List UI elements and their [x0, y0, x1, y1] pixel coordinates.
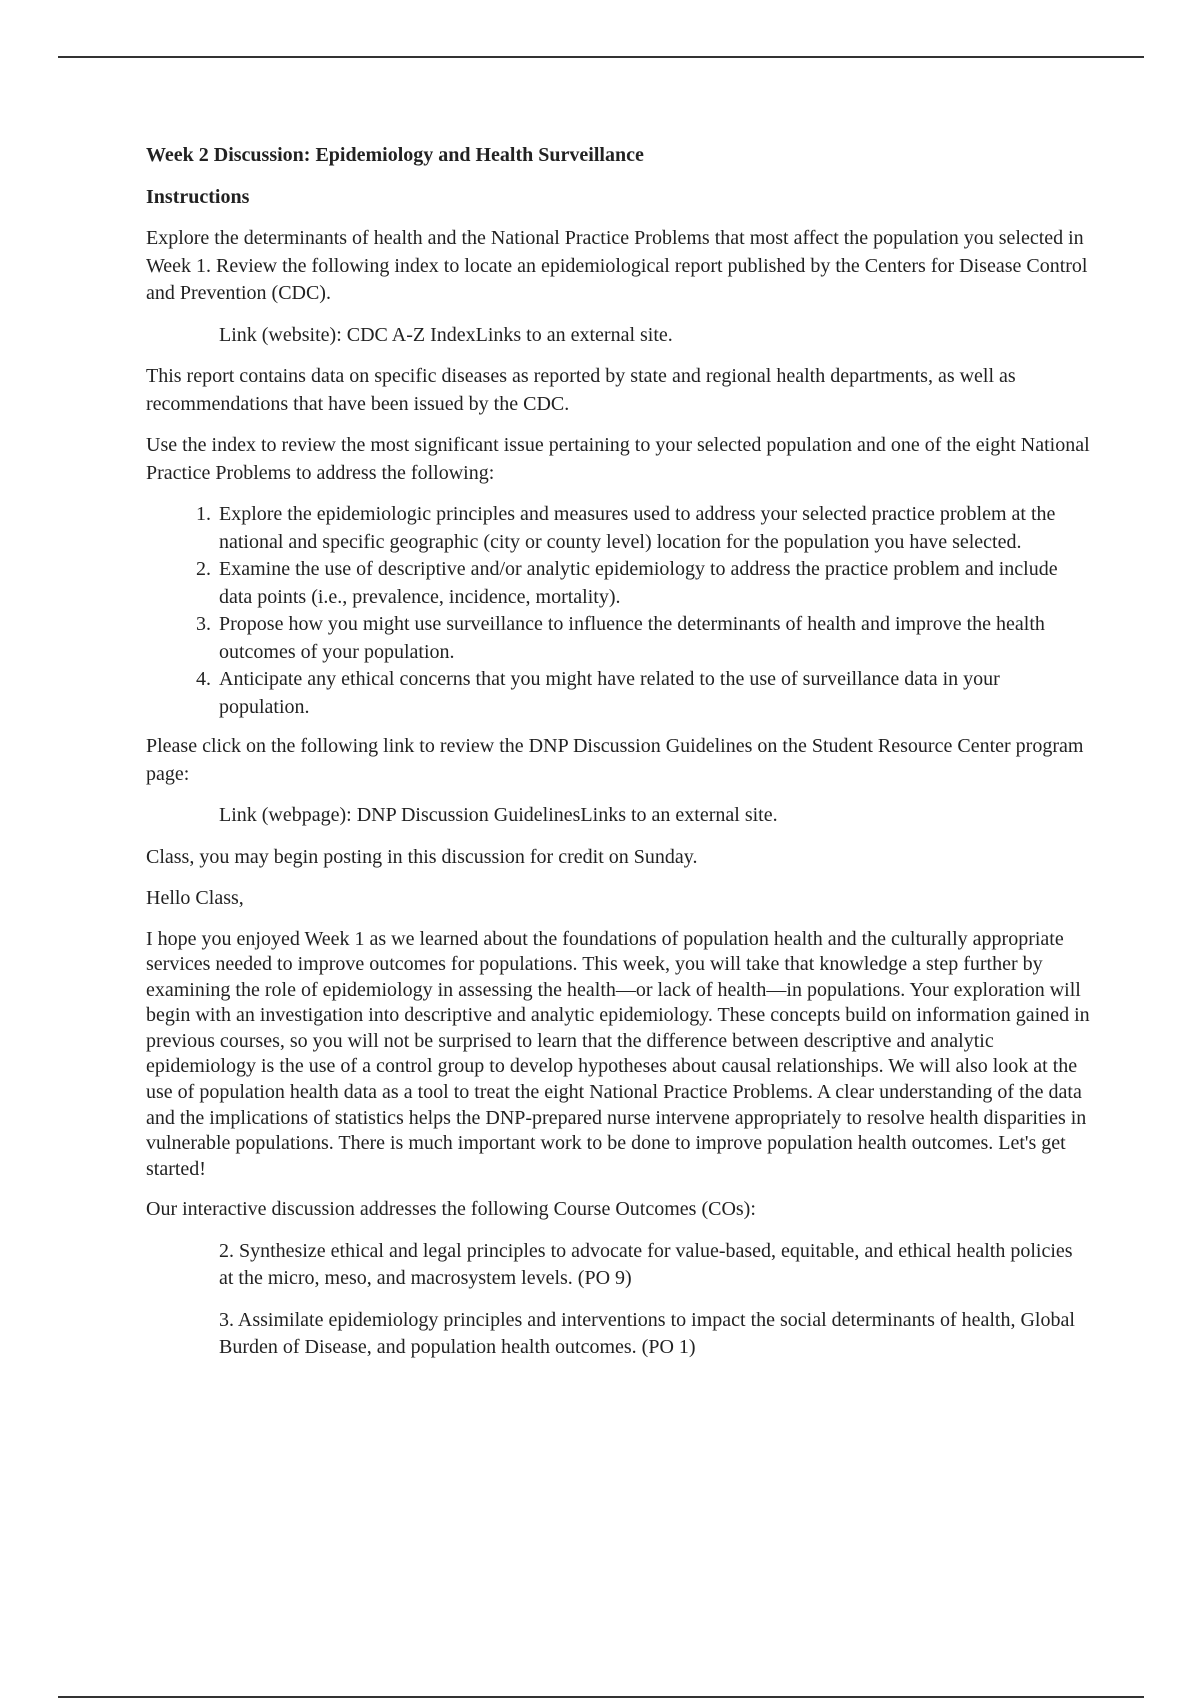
document-title: Week 2 Discussion: Epidemiology and Health Surveillance	[146, 144, 644, 166]
course-outcome-3: 3. Assimilate epidemiology principles and interventions to impact the social determinants of health, Global Burden of Disease, and population health outcomes. (PO 1)	[219, 1308, 1075, 1359]
top-rule	[58, 56, 1144, 58]
document-body	[146, 142, 1091, 1376]
list-item-text: Explore the epidemiologic principles and measures used to address your selected practice problem at the national and specific geographic (city or county level) location for the population you have selected.	[219, 503, 1056, 553]
paragraph-guidelines: Please click on the following link to review the DNP Discussion Guidelines on the Student Resource Center program page:	[146, 735, 1084, 785]
list-item-number: 2.	[196, 558, 211, 580]
dnp-guidelines-link[interactable]: Link (webpage): DNP Discussion GuidelinesLinks to an external site.	[219, 804, 778, 826]
bottom-rule	[58, 1696, 1144, 1698]
list-item-number: 1.	[196, 503, 211, 525]
paragraph-class: Class, you may begin posting in this discussion for credit on Sunday.	[146, 845, 698, 868]
paragraph-report: This report contains data on specific diseases as reported by state and regional health departments, as well as recommendations that have been issued by the CDC.	[146, 365, 1016, 415]
list-item-text: Examine the use of descriptive and/or analytic epidemiology to address the practice problem and include data points (i.e., prevalence, incidence, mortality).	[219, 558, 1058, 608]
list-item-text: Propose how you might use surveillance to influence the determinants of health and improve the health outcomes of your population.	[219, 613, 1045, 663]
cdc-index-link[interactable]: Link (website): CDC A-Z IndexLinks to an external site.	[219, 323, 673, 346]
list-item-text: Anticipate any ethical concerns that you might have related to the use of surveillance data in your population.	[219, 668, 1000, 718]
questions-list	[146, 501, 1091, 721]
paragraph-outcomes: Our interactive discussion addresses the following Course Outcomes (COs):	[146, 1198, 756, 1221]
paragraph-use-index: Use the index to review the most significant issue pertaining to your selected population and one of the eight National Practice Problems to address the following:	[146, 434, 1090, 484]
list-item	[196, 556, 1091, 611]
list-item-number: 4.	[196, 668, 211, 690]
greeting: Hello Class,	[146, 887, 244, 909]
paragraph-intro: I hope you enjoyed Week 1 as we learned about the foundations of population health and the culturally appropriate services needed to improve outcomes for populations. This week, you will take that knowledge a step further by examining the role of epidemiology in assessing the health—or lack of health—in populations. Your exploration will begin with an investigation into descriptive and analytic epidemiology. These concepts build on information gained in previous courses, so you will not be surprised to learn that the difference between descriptive and analytic epidemiology is the use of a control group to develop hypotheses about causal relationships. We will also look at the use of population health data as a tool to treat the eight National Practice Problems. A clear understanding of the data and the implications of statistics helps the DNP-prepared nurse intervene appropriately to resolve health disparities in vulnerable populations. There is much important work to be done to improve population health outcomes. Let's get started!	[146, 927, 1090, 1180]
instructions-heading: Instructions	[146, 185, 250, 208]
course-outcome-2: 2. Synthesize ethical and legal principles to advocate for value-based, equitable, and ethical health policies at the micro, meso, and macrosystem levels. (PO 9)	[219, 1239, 1073, 1290]
list-item	[196, 666, 1091, 721]
paragraph-explore: Explore the determinants of health and the National Practice Problems that most affect the population you selected in Week 1. Review the following index to locate an epidemiological report published by the Centers for Disease Control and Prevention (CDC).	[146, 227, 1088, 304]
list-item	[196, 611, 1091, 666]
list-item	[196, 501, 1091, 556]
list-item-number: 3.	[196, 613, 211, 635]
